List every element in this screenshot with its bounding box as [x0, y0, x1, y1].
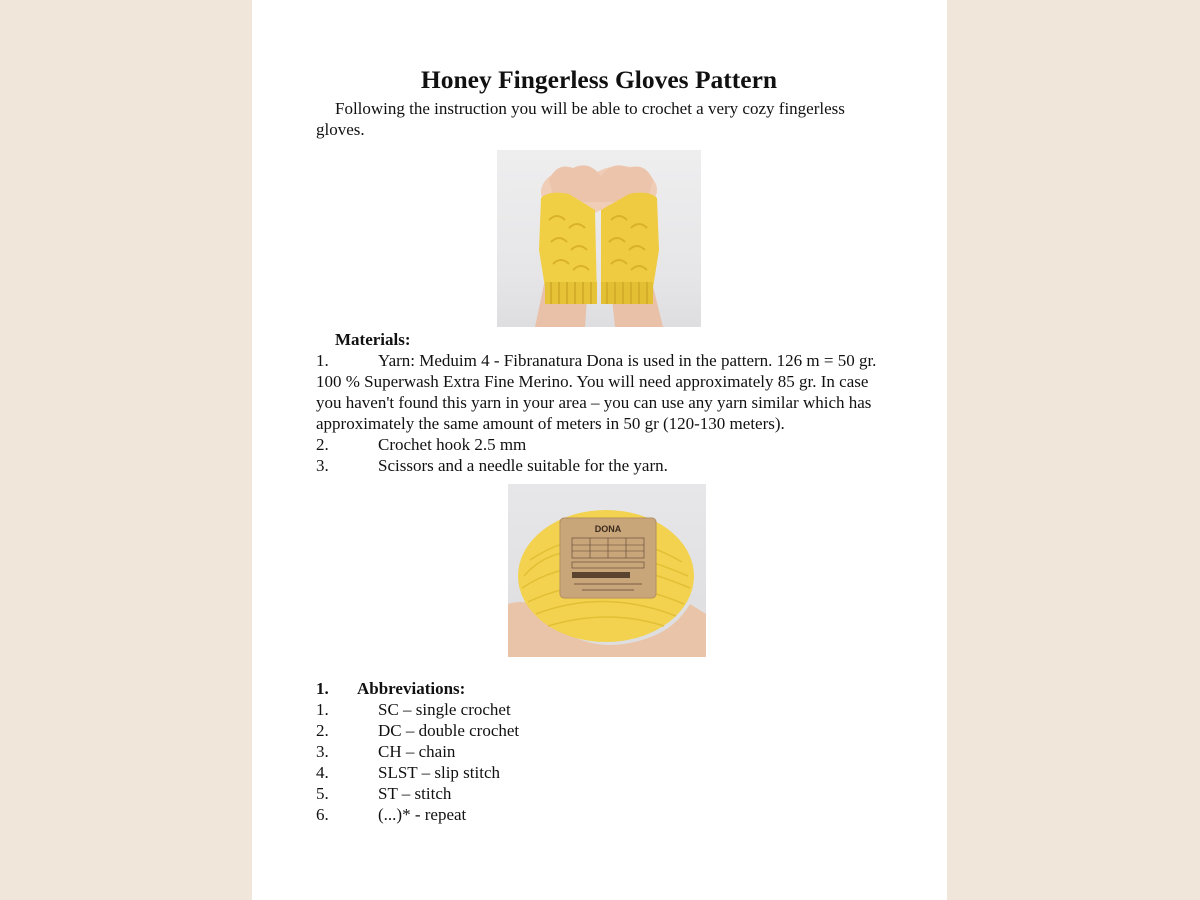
list-text: SLST – slip stitch — [378, 763, 501, 782]
list-number: 4. — [316, 763, 329, 782]
list-text: Yarn: Meduim 4 - Fibranatura Dona is used in the pattern. 126 m = 50 gr. 100 % Superwash Extra Fine Merino. You will need approximately 85 gr. In case you haven't found this yarn in your area – you can use any yarn similar which has approximately the same amount of meters in 50 gr (120-130 meters). — [316, 351, 877, 433]
list-item — [316, 350, 882, 434]
list-text: Crochet hook 2.5 mm — [378, 435, 527, 454]
list-number: 2. — [316, 721, 329, 740]
list-text: CH – chain — [378, 742, 456, 761]
list-item — [316, 804, 882, 825]
intro-paragraph: Following the instruction you will be able to crochet a very cozy fingerless gloves. — [316, 99, 845, 139]
abbreviations-heading — [316, 678, 882, 699]
list-text: (...)* - repeat — [378, 805, 467, 824]
list-item — [316, 720, 882, 741]
abbreviations-heading-label: Abbreviations: — [357, 679, 466, 698]
list-number: 6. — [316, 805, 329, 824]
list-number: 2. — [316, 435, 329, 454]
list-item — [316, 699, 882, 720]
document-page — [252, 0, 947, 900]
materials-list — [316, 350, 882, 476]
list-item — [316, 762, 882, 783]
list-item — [316, 783, 882, 804]
list-text: ST – stitch — [378, 784, 452, 803]
list-number: 5. — [316, 784, 329, 803]
list-number: 3. — [316, 742, 329, 761]
document-content — [316, 62, 882, 825]
yarn-photo — [508, 484, 706, 657]
page-title: Honey Fingerless Gloves Pattern — [420, 65, 778, 94]
abbreviations-heading-number: 1. — [316, 679, 329, 698]
list-item — [316, 455, 882, 476]
list-number: 3. — [316, 456, 329, 475]
yarn-label-brand: DONA — [594, 524, 622, 534]
materials-heading: Materials: — [335, 330, 411, 349]
gloves-photo — [497, 150, 701, 327]
list-number: 1. — [316, 351, 329, 370]
list-item — [316, 434, 882, 455]
abbreviations-list — [316, 699, 882, 825]
list-item — [316, 741, 882, 762]
list-text: Scissors and a needle suitable for the yarn. — [378, 456, 668, 475]
list-text: DC – double crochet — [378, 721, 520, 740]
list-text: SC – single crochet — [378, 700, 511, 719]
list-number: 1. — [316, 700, 329, 719]
